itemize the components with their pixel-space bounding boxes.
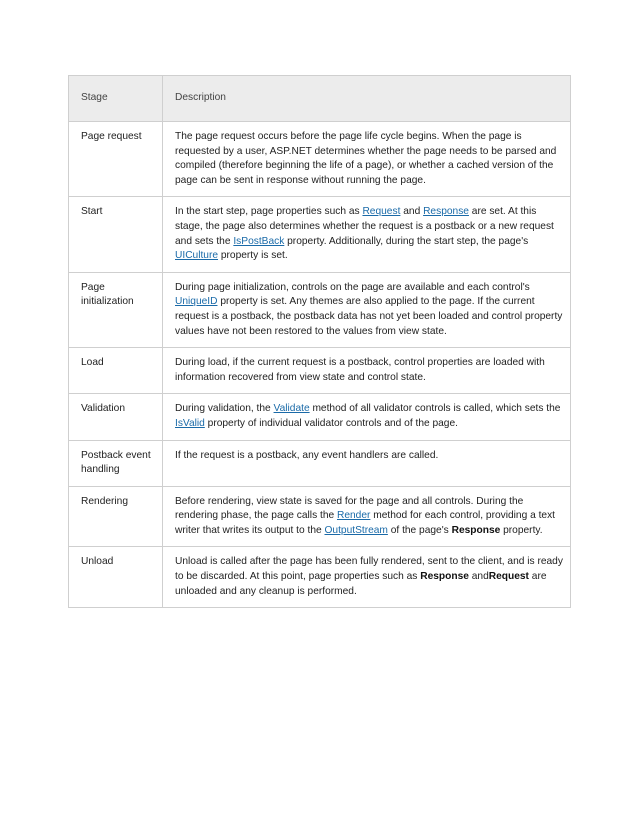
outputstream-link[interactable]: OutputStream	[324, 524, 388, 536]
validate-link[interactable]: Validate	[273, 403, 310, 415]
description-text: property. Additionally, during the start step, the page's	[284, 235, 529, 247]
description-cell	[163, 197, 571, 272]
table-row-start	[69, 197, 571, 272]
page-lifecycle-table	[68, 75, 571, 608]
table-row-unload	[69, 547, 571, 608]
response-bold: Response	[451, 524, 501, 536]
description-text: In the start step, page properties such as	[175, 206, 363, 218]
description-cell: If the request is a postback, any event handlers are called.	[163, 440, 571, 486]
description-text: During validation, the	[175, 403, 274, 415]
table-row-page-initialization	[69, 272, 571, 347]
description-text: property is set.	[218, 250, 288, 262]
stage-cell: Postback event handling	[69, 440, 163, 486]
table-row-validation	[69, 394, 571, 440]
response-link[interactable]: Response	[423, 206, 469, 218]
description-text: of the page's	[387, 524, 452, 536]
stage-cell: Start	[69, 197, 163, 272]
description-text: Unload is called after the page has been fully rendered, sent to the client, and is ready to be discarded. At this point, page properties such as	[175, 556, 563, 583]
ispostback-link[interactable]: IsPostBack	[233, 235, 285, 247]
description-text: method of all validator controls is called, which sets the	[309, 403, 561, 415]
description-text: and	[468, 571, 489, 583]
table-row-postback-event-handling	[69, 440, 571, 486]
uiculture-link[interactable]: UICulture	[175, 250, 219, 262]
request-bold: Request	[488, 571, 529, 583]
description-text: are set. At this stage, the page also determines whether the request is a postback or a new request and sets the	[175, 206, 554, 247]
description-column-header: Description	[163, 76, 571, 122]
stage-cell: Page initialization	[69, 272, 163, 347]
stage-cell: Unload	[69, 547, 163, 608]
table-row-load	[69, 348, 571, 394]
description-cell: The page request occurs before the page life cycle begins. When the page is requested by a user, ASP.NET determines whether the page needs to be parsed and compiled (therefore beginning the life of a page), or whether a cached version of the page can be sent in response without running the page.	[163, 122, 571, 197]
description-text: method for each control, providing a text writer that writes its output to the	[175, 510, 556, 536]
render-link[interactable]: Render	[336, 510, 371, 522]
description-text: Before rendering, view state is saved for the page and all controls. During the rendering phase, the page calls the	[175, 495, 524, 522]
description-text: property.	[500, 524, 543, 536]
description-cell: During load, if the current request is a postback, control properties are loaded with information recovered from view state and control state.	[163, 348, 571, 394]
description-cell	[163, 547, 571, 608]
isvalid-link[interactable]: IsValid	[175, 417, 205, 429]
description-cell	[163, 394, 571, 440]
stage-cell: Page request	[69, 122, 163, 197]
description-text: are unloaded and any cleanup is performed.	[175, 571, 547, 597]
uniqueid-link[interactable]: UniqueID	[175, 296, 218, 308]
response-bold: Response	[420, 571, 469, 583]
stage-column-header: Stage	[69, 76, 163, 122]
stage-cell: Validation	[69, 394, 163, 440]
stage-cell: Load	[69, 348, 163, 394]
description-text: and	[400, 206, 424, 218]
description-cell	[163, 486, 571, 547]
stage-cell: Rendering	[69, 486, 163, 547]
request-link[interactable]: Request	[362, 206, 401, 218]
table-row-rendering	[69, 486, 571, 547]
table-row-page-request	[69, 122, 571, 197]
table-header-row	[69, 76, 571, 122]
description-text: property is set. Any themes are also applied to the page. If the current request is a postback, the postback data has not yet been loaded and control property values have not been restored to the values from view state.	[175, 296, 563, 337]
description-text: property of individual validator controls and of the page.	[204, 417, 458, 429]
description-text: During page initialization, controls on the page are available and each control's	[175, 281, 530, 293]
description-cell	[163, 272, 571, 347]
